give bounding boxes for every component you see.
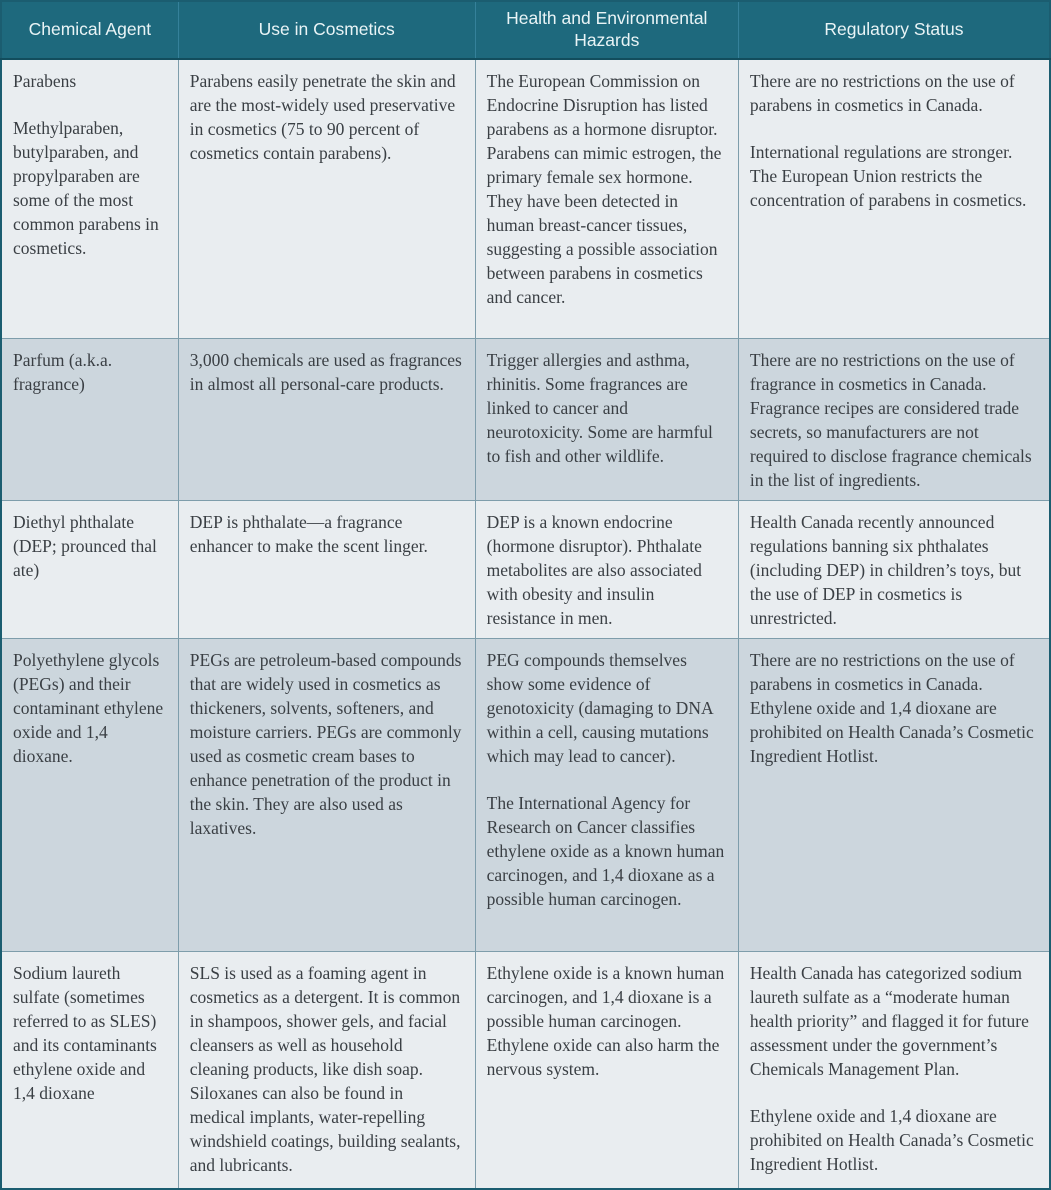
column-header-health-environmental-hazards: Health and Environmental Hazards <box>475 1 738 59</box>
cell-paragraph: Sodium laureth sulfate (sometimes referred to as SLES) and its contaminants ethylene oxide and 1,4 dioxane <box>13 962 157 1103</box>
cell-chemical-agent <box>1 500 178 638</box>
cell-regulatory-status <box>738 951 1050 1189</box>
cell-hazards <box>475 338 738 500</box>
cell-paragraph: PEGs are petroleum-based compounds that are widely used in cosmetics as thickeners, solvents, softeners, and moisture carriers. PEGs are commonly used as cosmetic cream bases to enhance penetration of the product in the skin. They are also used as laxatives. <box>189 649 462 838</box>
table-row <box>1 638 1050 951</box>
cell-chemical-agent <box>1 951 178 1189</box>
cell-paragraph: There are no restrictions on the use of fragrance in cosmetics in Canada. Fragrance recipes are considered trade secrets, so manufacturers are not required to disclose fragrance chemicals in the list of ingredients. <box>749 349 1032 490</box>
table-row <box>1 59 1050 338</box>
cell-paragraph: DEP is a known endocrine (hormone disruptor). Phthalate metabolites are also associated with obesity and insulin resistance in men. <box>486 511 702 628</box>
cell-hazards <box>475 638 738 951</box>
cell-paragraph: Diethyl phthalate (DEP; prounced thal ate) <box>13 511 157 580</box>
table-body <box>1 59 1050 1189</box>
cell-paragraph: Parfum (a.k.a. fragrance) <box>13 349 113 394</box>
cell-paragraph: 3,000 chemicals are used as fragrances in almost all personal-care products. <box>189 349 462 394</box>
cell-paragraph: Polyethylene glycols (PEGs) and their contaminant ethylene oxide and 1,4 dioxane. <box>13 649 164 766</box>
table-row <box>1 500 1050 638</box>
cell-paragraph: Methylparaben, butylparaben, and propylparaben are some of the most common parabens in cosmetics. <box>13 118 159 258</box>
cell-chemical-agent <box>1 638 178 951</box>
cell-regulatory-status <box>738 59 1050 338</box>
table-row <box>1 338 1050 500</box>
column-header-use-in-cosmetics: Use in Cosmetics <box>178 1 475 59</box>
cell-paragraph: SLS is used as a foaming agent in cosmetics as a detergent. It is common in shampoos, shower gels, and facial cleansers as well as household cleaning products, like dish soap. Siloxanes can also be found in medical implants, water-repelling windshield coatings, building sealants, and lubricants. <box>189 962 461 1175</box>
cell-use-in-cosmetics <box>178 59 475 338</box>
column-header-regulatory-status: Regulatory Status <box>738 1 1050 59</box>
cell-use-in-cosmetics <box>178 638 475 951</box>
cell-regulatory-status <box>738 338 1050 500</box>
cell-hazards <box>475 59 738 338</box>
cell-paragraph: Health Canada recently announced regulations banning six phthalates (including DEP) in children’s toys, but the use of DEP in cosmetics is unrestricted. <box>749 511 1022 628</box>
cell-paragraph: The International Agency for Research on Cancer classifies ethylene oxide as a known human carcinogen, and 1,4 dioxane as a possible human carcinogen. <box>486 792 725 909</box>
cell-regulatory-status <box>738 638 1050 951</box>
cell-paragraph: Parabens <box>13 71 77 91</box>
cell-paragraph: There are no restrictions on the use of parabens in cosmetics in Canada. <box>749 71 1015 115</box>
cell-chemical-agent <box>1 338 178 500</box>
cell-use-in-cosmetics <box>178 338 475 500</box>
column-header-chemical-agent: Chemical Agent <box>1 1 178 59</box>
cell-use-in-cosmetics <box>178 500 475 638</box>
cell-paragraph: DEP is phthalate—a fragrance enhancer to make the scent linger. <box>189 511 428 556</box>
cell-paragraph: Parabens easily penetrate the skin and are the most-widely used preservative in cosmetics (75 to 90 percent of cosmetics contain parabens). <box>189 71 456 163</box>
cell-hazards <box>475 951 738 1189</box>
cell-paragraph: There are no restrictions on the use of parabens in cosmetics in Canada. Ethylene oxide and 1,4 dioxane are prohibited on Health Canada’s Cosmetic Ingredient Hotlist. <box>749 649 1034 766</box>
table-header-row <box>1 1 1050 59</box>
cell-use-in-cosmetics <box>178 951 475 1189</box>
cell-paragraph: Ethylene oxide and 1,4 dioxane are prohibited on Health Canada’s Cosmetic Ingredient Hotlist. <box>749 1105 1034 1174</box>
cell-paragraph: PEG compounds themselves show some evidence of genotoxicity (damaging to DNA within a cell, causing mutations which may lead to cancer). <box>486 649 713 766</box>
table-row <box>1 951 1050 1189</box>
cell-paragraph: The European Commission on Endocrine Disruption has listed parabens as a hormone disruptor. Parabens can mimic estrogen, the primary female sex hormone. They have been detected in human breast-cancer tissues, suggesting a possible association between parabens in cosmetics and cancer. <box>486 71 722 307</box>
cell-hazards <box>475 500 738 638</box>
cell-paragraph: Ethylene oxide is a known human carcinogen, and 1,4 dioxane is a possible human carcinogen. Ethylene oxide can also harm the nervous system. <box>486 962 725 1079</box>
cell-paragraph: Health Canada has categorized sodium laureth sulfate as a “moderate human health priority” and flagged it for future assessment under the government’s Chemicals Management Plan. <box>749 962 1029 1079</box>
cell-paragraph: Trigger allergies and asthma, rhinitis. Some fragrances are linked to cancer and neurotoxicity. Some are harmful to fish and other wildlife. <box>486 349 713 466</box>
cell-regulatory-status <box>738 500 1050 638</box>
cell-chemical-agent <box>1 59 178 338</box>
cell-paragraph: International regulations are stronger. The European Union restricts the concentration of parabens in cosmetics. <box>749 142 1027 210</box>
